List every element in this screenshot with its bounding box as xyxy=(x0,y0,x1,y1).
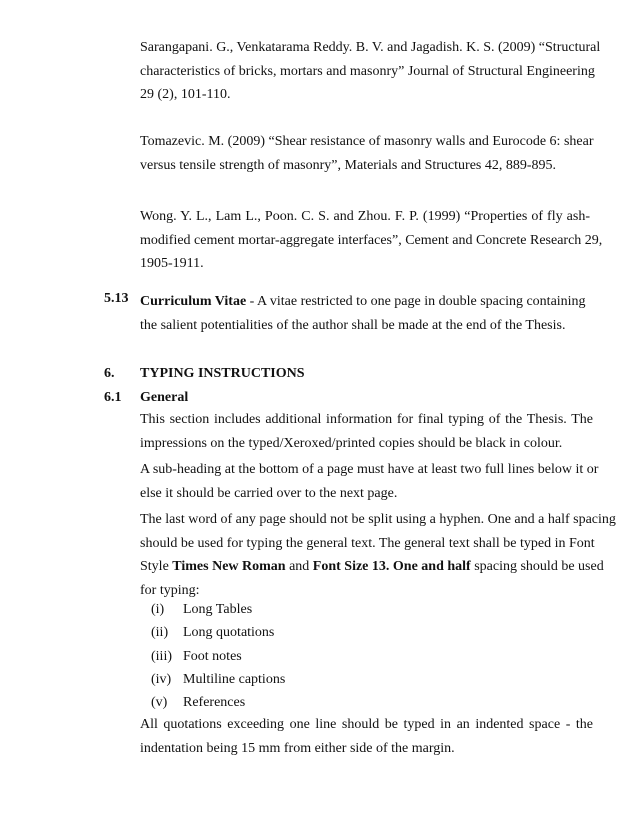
list-item xyxy=(151,621,285,644)
list-item-number: (iv) xyxy=(151,671,172,687)
reference-line: Sarangapani. G., Venkatarama Reddy. B. V. and Jagadish. K. S. (2009) “Structural xyxy=(140,40,601,55)
paragraph-line: This section includes additional information for final typing of the Thesis. The xyxy=(140,412,593,427)
reference-line: 1905-1911. xyxy=(140,256,204,271)
reference-line: modified cement mortar-aggregate interfaces”, Cement and Concrete Research 29, xyxy=(140,232,603,248)
reference-line: characteristics of bricks, mortars and masonry” Journal of Structural Engineering xyxy=(140,63,595,79)
paragraph-line: for typing: xyxy=(140,582,200,598)
font-size: Font Size 13 xyxy=(312,559,386,574)
section-number: 5.13 xyxy=(104,291,129,306)
curriculum-vitae-section xyxy=(140,290,593,337)
list-item-text: Multiline captions xyxy=(183,671,286,687)
list-item xyxy=(151,691,285,714)
paragraph-line: indentation being 15 mm from either side of the margin. xyxy=(140,740,455,756)
paragraph-line: should be used for typing the general text. The general text shall be typed in Font xyxy=(140,535,595,551)
paragraph-line: impressions on the typed/Xeroxed/printed copies should be black in colour. xyxy=(140,435,563,451)
list-item xyxy=(151,668,285,691)
section-text: Curriculum Vitae - A vitae restricted to one page in double spacing containing xyxy=(140,294,586,309)
line-spacing: One and half xyxy=(392,559,471,574)
list-item-number: (v) xyxy=(151,695,168,711)
section-heading: TYPING INSTRUCTIONS xyxy=(140,366,305,381)
section-number: 6. xyxy=(104,366,115,381)
reference-entry xyxy=(140,36,601,107)
list-item-text: References xyxy=(183,695,246,711)
list-item-number: (ii) xyxy=(151,625,169,641)
paragraph-line: else it should be carried over to the next page. xyxy=(140,485,398,501)
reference-entry xyxy=(140,130,594,177)
reference-line: Wong. Y. L., Lam L., Poon. C. S. and Zhou. F. P. (1999) “Properties of fly ash- xyxy=(140,209,590,224)
section-number: 6.1 xyxy=(104,390,122,405)
paragraph-line: A sub-heading at the bottom of a page must have at least two full lines below it or xyxy=(140,462,599,477)
paragraph-line: The last word of any page should not be split using a hyphen. One and a half spacing xyxy=(140,512,616,527)
reference-line: versus tensile strength of masonry”, Materials and Structures 42, 889-895. xyxy=(140,157,557,173)
paragraph-line: All quotations exceeding one line should be typed in an indented space - the xyxy=(140,717,593,732)
list-item xyxy=(151,645,285,668)
list-item-text: Long quotations xyxy=(183,625,275,641)
section-heading: General xyxy=(140,390,189,405)
reference-entry xyxy=(140,205,603,276)
section-text: the salient potentialities of the author shall be made at the end of the Thesis. xyxy=(140,317,566,333)
typing-list xyxy=(151,598,285,714)
quotation-paragraph xyxy=(140,713,593,760)
general-section-body xyxy=(140,408,616,602)
list-item xyxy=(151,598,285,621)
list-item-number: (i) xyxy=(151,602,165,617)
list-item-text: Foot notes xyxy=(183,648,242,664)
reference-line: 29 (2), 101-110. xyxy=(140,87,231,102)
paragraph-line: Style Times New Roman and Font Size 13. One and half spacing should be used xyxy=(140,559,604,574)
font-name: Times New Roman xyxy=(172,559,286,574)
section-title: Curriculum Vitae xyxy=(140,294,247,309)
list-item-text: Long Tables xyxy=(183,602,253,617)
list-item-number: (iii) xyxy=(151,648,172,664)
reference-line: Tomazevic. M. (2009) “Shear resistance of masonry walls and Eurocode 6: shear xyxy=(140,134,594,149)
